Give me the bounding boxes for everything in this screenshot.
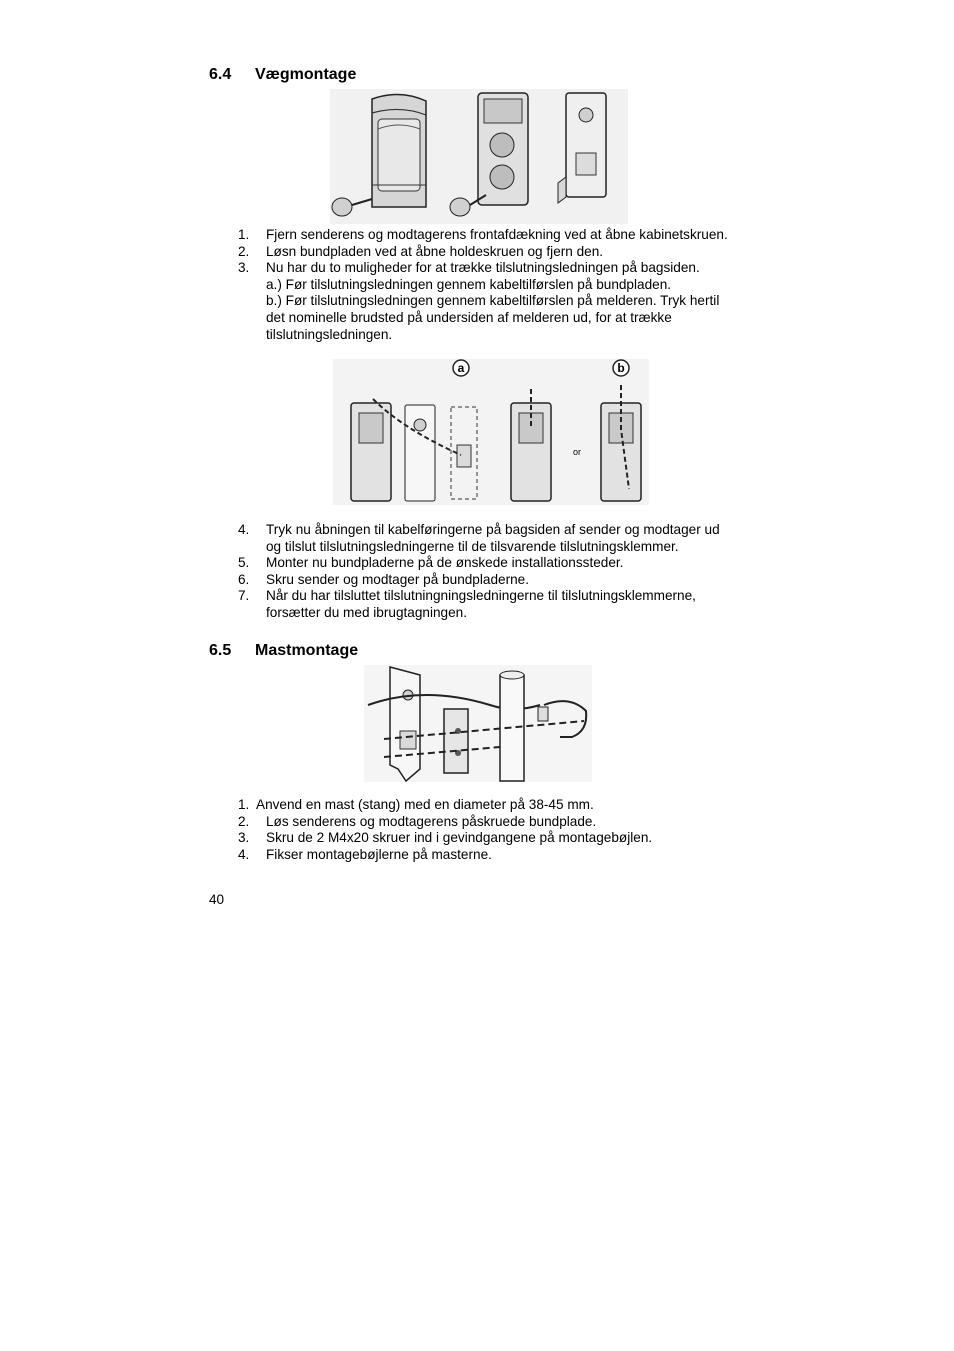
wall-mount-steps-part1 <box>238 227 738 343</box>
list-item: 3. Skru de 2 M4x20 skruer ind i gevindgangene på montagebøjlen. <box>238 830 653 846</box>
sub-step-a: a.) Før tilslutningsledningen gennem kabeltilførslen på bundpladen. <box>266 276 672 292</box>
section-heading-wall-mount <box>209 66 356 84</box>
mast-mount-illustration <box>364 665 592 782</box>
list-item: 7. Når du har tilsluttet tilslutningningsledningerne til tilslutningsklemmerne, forsætter du med ibrugtagningen. <box>238 588 696 620</box>
list-item: 1. Fjern senderens og modtagerens frontafdækning ved at åbne kabinetskruen. <box>238 227 728 242</box>
wall-mount-steps-part2 <box>238 522 738 622</box>
list-item: 6. Skru sender og modtager på bundpladerne. <box>238 571 529 587</box>
section-number: 6.5 <box>209 642 232 659</box>
list-item: 5. Monter nu bundpladerne på de ønskede installationssteder. <box>238 555 624 571</box>
option-b-label: b <box>617 361 625 375</box>
figure-cable-routing-options <box>333 359 649 505</box>
or-label: or <box>572 447 582 457</box>
figure-wall-mount-devices <box>330 89 628 224</box>
list-item: 4. Tryk nu åbningen til kabelføringerne på bagsiden af sender og modtager ud og tilslut tilslutningsledningerne til de tilsvarende tilslutningsklemmer. <box>238 522 720 554</box>
list-item: 2. Løsn bundpladen ved at åbne holdeskruen og fjern den. <box>238 243 604 259</box>
section-title: Mastmontage <box>255 642 359 659</box>
sub-step-b: b.) Før tilslutningsledningen gennem kabeltilførslen på melderen. Tryk hertil det nominelle brudsted på undersiden af melderen ud, for at trække tilslutningsledningen. <box>266 293 720 342</box>
section-heading-mast-mount <box>209 642 358 660</box>
section-number: 6.4 <box>209 66 232 83</box>
device-illustration <box>330 89 628 224</box>
figure-mast-mount <box>364 665 592 782</box>
section-title: Vægmontage <box>255 66 357 83</box>
list-item: 3. Nu har du to muligheder for at trække tilslutningsledningen på bagsiden. a.) Før tilslutningsledningen gennem kabeltilførslen på bundpladen. b.) Før tilslutningsledningen gennem kabeltilførslen på melderen. Tryk hertil det nominelle brudsted på undersiden af melderen ud, for at trække tilslutningsledningen. <box>238 260 738 343</box>
option-a-label: a <box>457 361 465 375</box>
cable-routing-illustration <box>333 359 649 505</box>
page-number: 40 <box>209 892 225 907</box>
list-item: 2. Løs senderens og modtagerens påskruede bundplade. <box>238 813 597 829</box>
mast-mount-steps <box>238 797 758 863</box>
list-item: 1. Anvend en mast (stang) med en diameter på 38-45 mm. <box>238 797 594 812</box>
list-item: 4. Fikser montagebøjlerne på masterne. <box>238 846 492 862</box>
